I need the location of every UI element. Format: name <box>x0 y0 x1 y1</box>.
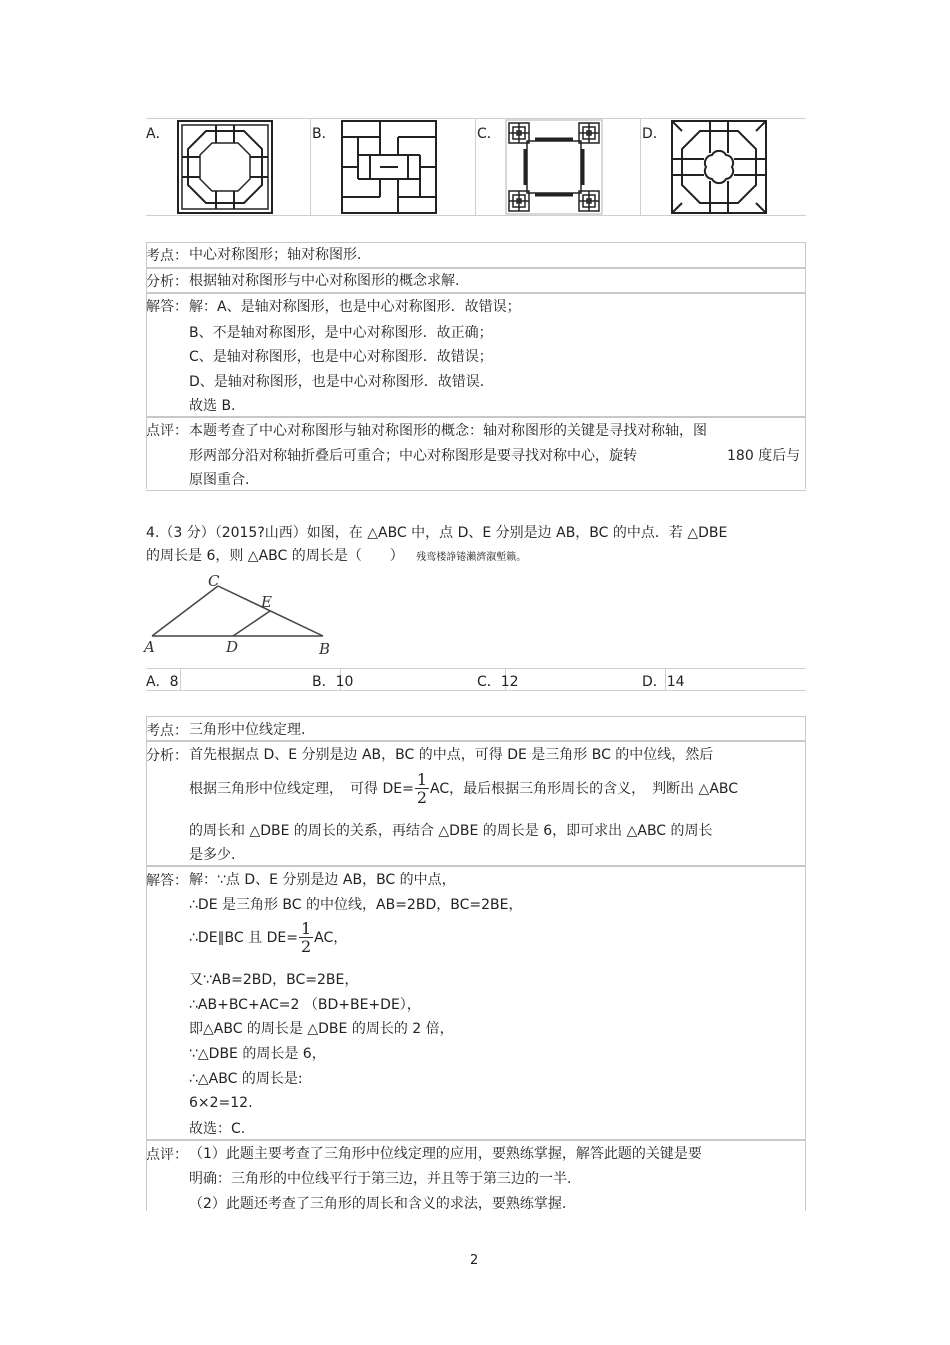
fraction-one-half <box>299 920 313 955</box>
fraction-numerator: 1 <box>416 769 427 789</box>
q4-jieda-text: ∴DE∥BC 且 DE= <box>189 930 298 946</box>
vertex-label-e: E <box>261 593 272 611</box>
table-right-border <box>805 242 806 489</box>
divider <box>310 118 311 215</box>
vertex-label-d: D <box>226 638 239 656</box>
q3-options-bottom-border <box>146 215 806 216</box>
window-pattern-a-figure <box>176 119 274 215</box>
q3-option-b-label[interactable]: B． <box>312 126 336 142</box>
q3-jieda-line: 故选 B. <box>189 398 236 414</box>
triangle-figure <box>140 570 340 658</box>
fraction-denominator: 2 <box>416 787 427 807</box>
q4-stem-text: 的周长是 6，则 △ABC 的周长是（ ） <box>146 548 404 564</box>
q4-fenxi-line1: 首先根据点 D、E 分别是边 AB，BC 的中点，可得 DE 是三角形 BC 的中位线，然后 <box>189 747 714 763</box>
vertex-label-a: A <box>144 638 155 656</box>
q4-dianping-line: （1）此题主要考查了三角形中位线定理的应用，要熟练掌握，解答此题的关键是要 <box>189 1146 702 1162</box>
page-number: 2 <box>470 1253 479 1268</box>
table-left-border <box>146 242 147 489</box>
divider <box>180 668 181 690</box>
window-pattern-d-figure <box>670 119 768 215</box>
q4-options-bottom-border <box>146 690 806 691</box>
q4-jieda-line: ∵△DBE 的周长是 6， <box>189 1046 326 1062</box>
vertex-label-b: B <box>319 640 331 658</box>
q4-jieda-line: ∴DE 是三角形 BC 的中位线，AB=2BD，BC=2BE， <box>189 897 523 913</box>
fraction-one-half <box>415 771 429 806</box>
window-pattern-b-figure <box>340 119 438 215</box>
q4-fenxi-text: 根据三角形中位线定理， 可得 DE= <box>189 781 414 797</box>
q4-fenxi-text: AC，最后根据三角形周长的含义， 判断出 △ABC <box>430 781 739 797</box>
q4-option-b[interactable]: B．10 <box>312 674 354 690</box>
q3-dianping-line: 180 度后与 <box>727 448 801 464</box>
q3-dianping-line: 原图重合. <box>189 472 250 488</box>
table-right-border <box>805 1139 806 1211</box>
q4-option-a[interactable]: A．8 <box>146 674 179 690</box>
table-right-border <box>805 716 806 1139</box>
q3-jieda-line: D、是轴对称图形，也是中心对称图形．故错误. <box>189 374 485 390</box>
q3-jieda-line: 解：A、是轴对称图形，也是中心对称图形．故错误； <box>189 299 521 315</box>
q4-option-c[interactable]: C．12 <box>477 674 519 690</box>
q4-jieda-line3 <box>189 917 347 957</box>
q3-option-a-label[interactable]: A． <box>146 126 170 142</box>
q4-jieda-line: ∴AB+BC+AC=2 （BD+BE+DE）， <box>189 997 421 1013</box>
fenxi-label: 分析： <box>146 748 188 764</box>
q3-dianping-line: 本题考查了中心对称图形与轴对称图形的概念：轴对称图形的关键是寻找对称轴，图 <box>189 423 707 439</box>
kaodian-label: 考点： <box>146 723 188 739</box>
q4-stem-line2 <box>146 545 526 565</box>
jieda-label: 解答： <box>146 299 188 315</box>
q4-jieda-line: 6×2=12. <box>189 1095 253 1111</box>
q4-option-d[interactable]: D．14 <box>642 674 685 690</box>
q4-jieda-text: AC， <box>314 930 348 946</box>
dianping-label: 点评： <box>146 1147 188 1163</box>
q4-jieda-line: 故选：C. <box>189 1121 246 1137</box>
q3-dianping-line: 形两部分沿对称轴折叠后可重合；中心对称图形是要寻找对称中心，旋转 <box>189 448 637 464</box>
fraction-numerator: 1 <box>300 918 312 938</box>
divider <box>475 118 476 215</box>
q3-kaodian-text: 中心对称图形；轴对称图形. <box>189 247 362 263</box>
vertex-label-c: C <box>208 572 220 590</box>
q3-option-d-label[interactable]: D． <box>642 126 667 142</box>
q4-fenxi-line4: 是多少. <box>189 847 236 863</box>
garbled-text: 残鸾楼諍锩瀨濟溆塹籟。 <box>416 552 527 563</box>
jieda-label: 解答： <box>146 873 188 889</box>
q3-jieda-line: B、不是轴对称图形，是中心对称图形．故正确； <box>189 325 493 341</box>
fraction-denominator: 2 <box>300 936 312 956</box>
q4-dianping-line: （2）此题还考查了三角形的周长和含义的求法，要熟练掌握. <box>189 1196 567 1212</box>
divider <box>640 118 641 215</box>
kaodian-label: 考点： <box>146 248 188 264</box>
fenxi-label: 分析： <box>146 274 188 290</box>
q4-jieda-line: 解：∵点 D、E 分别是边 AB，BC 的中点， <box>189 872 456 888</box>
q4-kaodian-text: 三角形中位线定理. <box>189 722 306 738</box>
q3-fenxi-text: 根据轴对称图形与中心对称图形的概念求解. <box>189 273 460 289</box>
q4-jieda-line: 又∵AB=2BD，BC=2BE， <box>189 972 359 988</box>
q4-dianping-line: 明确：三角形的中位线平行于第三边，并且等于第三边的一半. <box>189 1171 572 1187</box>
q4-fenxi-line3: 的周长和 △DBE 的周长的关系，再结合 △DBE 的周长是 6，即可求出 △ABC 的周长 <box>189 823 713 839</box>
table-left-border <box>146 716 147 1211</box>
q4-jieda-line: 即△ABC 的周长是 △DBE 的周长的 2 倍， <box>189 1021 454 1037</box>
dianping-label: 点评： <box>146 423 188 439</box>
q4-fenxi-line2 <box>189 768 738 808</box>
q4-stem-line1: 4.（3 分）（2015?山西）如图，在 △ABC 中，点 D、E 分别是边 AB，BC 的中点．若 △DBE <box>146 525 728 541</box>
q3-jieda-line: C、是轴对称图形，也是中心对称图形．故错误； <box>189 349 493 365</box>
window-pattern-c-figure <box>505 119 603 215</box>
q4-options-top-border <box>146 668 806 669</box>
q4-jieda-line: ∴△ABC 的周长是: <box>189 1071 303 1087</box>
q3-option-c-label[interactable]: C． <box>477 126 501 142</box>
